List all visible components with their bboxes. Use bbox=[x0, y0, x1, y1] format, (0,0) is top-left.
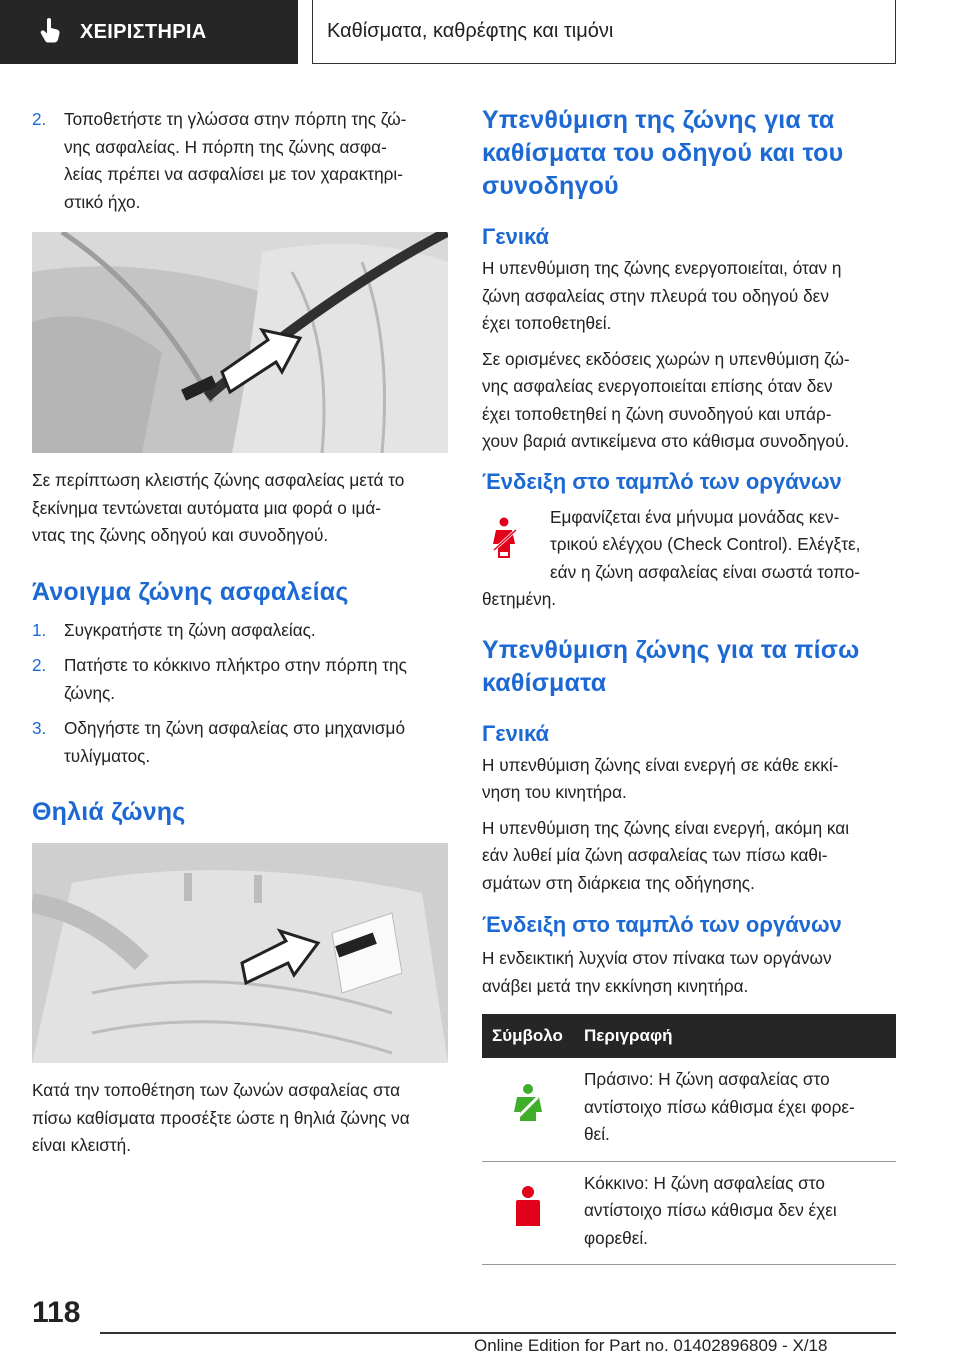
symbol-table bbox=[482, 1014, 896, 1265]
seatbelt-buckle-photo bbox=[32, 232, 448, 453]
section-title: ΧΕΙΡΙΣΤΗΡΙΑ bbox=[80, 20, 207, 43]
step-text-line: λείας πρέπει να ασφαλίσει με τον χαρακτηρι- bbox=[64, 164, 403, 184]
heading-general-2: Γενικά bbox=[482, 720, 550, 746]
seatbelt-warning-icon bbox=[482, 516, 528, 567]
page-header bbox=[0, 0, 960, 66]
indicator-1-block: Εμφανίζεται ένα μήνυμα μονάδας κεν- τρικού ελέγχου (Check Control). Ελέγξτε, εάν η ζώνη ασφαλείας είναι σωστά τοπο- θετημένη. bbox=[482, 506, 861, 609]
section-tab[interactable] bbox=[0, 0, 298, 64]
heading-indicator-2: Ένδειξη στο ταμπλό των οργάνων bbox=[482, 912, 842, 937]
general-1b-paragraph: Σε ορισμένες εκδόσεις χωρών η υπενθύμιση ζώ- νης ασφαλείας ενεργοποιείται επίσης όταν δεν έχει τοποθετηθεί η ζώνη συνοδηγού και υπάρ- χουν βαριά αντικείμενα στο κάθισμα συνοδηγού. bbox=[482, 348, 850, 451]
belt-loop-paragraph: Κατά την τοποθέτηση των ζωνών ασφαλείας στα πίσω καθίσματα προσέξτε ώστε η θηλιά ζώνης να είναι κλειστή. bbox=[32, 1080, 410, 1155]
indicator-2-paragraph: Η ενδεικτική λυχνία στον πίνακα των οργάνων ανάβει μετά την εκκίνηση κινητήρα. bbox=[482, 948, 832, 996]
right-column bbox=[482, 100, 896, 1265]
general-2-paragraph: Η υπενθύμιση ζώνης είναι ενεργή σε κάθε εκκί- νηση του κινητήρα. bbox=[482, 754, 839, 802]
heading-front-reminder: Υπενθύμιση της ζώνης για τα καθίσματα του οδηγού και του συνοδηγού bbox=[482, 106, 844, 200]
step-2-insert-tongue bbox=[32, 106, 448, 216]
open-step-3: 3. Οδηγήστε τη ζώνη ασφαλείας στο μηχανισμό τυλίγματος. bbox=[32, 718, 406, 766]
chapter-tab[interactable] bbox=[312, 0, 896, 64]
open-step-2: 2. Πατήστε το κόκκινο πλήκτρο στην πόρπη της ζώνης. bbox=[32, 655, 407, 703]
tension-paragraph: Σε περίπτωση κλειστής ζώνης ασφαλείας μετά το ξεκίνημα τεντώνεται αυτόματα μια φορά ο ιμά- ντας της ζώνης οδηγού και συνοδηγού. bbox=[32, 470, 405, 545]
heading-open-seatbelt: Άνοιγμα ζώνης ασφαλείας bbox=[32, 577, 349, 606]
general-1-paragraph: Η υπενθύμιση της ζώνης ενεργοποιείται, όταν η ζώνη ασφαλείας στην πλευρά του οδηγού δεν έχει τοποθετηθεί. bbox=[482, 258, 842, 333]
open-steps-list bbox=[32, 617, 448, 771]
red-seat-occupant-icon bbox=[508, 1213, 548, 1233]
footer-divider bbox=[100, 1332, 896, 1334]
table-header-symbol: Σύμβολο bbox=[482, 1014, 574, 1058]
open-step-1: 1. Συγκρατήστε τη ζώνη ασφαλείας. bbox=[32, 619, 316, 640]
table-header-description: Περιγραφή bbox=[574, 1014, 896, 1058]
edition-note: Online Edition for Part no. 01402896809 - X/18 bbox=[474, 1336, 828, 1355]
page-number: 118 bbox=[32, 1296, 81, 1329]
step-text-line: νης ασφαλείας. Η πόρπη της ζώνης ασφα- bbox=[64, 136, 387, 157]
green-seatbelt-icon bbox=[508, 1107, 548, 1127]
belt-loop-photo bbox=[32, 843, 448, 1063]
chapter-title: Καθίσματα, καθρέφτης και τιμόνι bbox=[327, 20, 614, 42]
step-number: 2. bbox=[32, 109, 47, 129]
left-column bbox=[32, 100, 448, 1160]
step-text-line: Τοποθετήστε τη γλώσσα στην πόρπη της ζώ- bbox=[64, 109, 407, 129]
heading-general-1: Γενικά bbox=[482, 224, 550, 249]
row-description: Πράσινο: Η ζώνη ασφαλείας στο αντίστοιχο πίσω κάθισμα έχει φορε- θεί. bbox=[574, 1058, 896, 1161]
heading-belt-loop: Θηλιά ζώνης bbox=[32, 798, 186, 826]
step-text-line: στικό ήχο. bbox=[64, 191, 141, 212]
hand-pointer-icon bbox=[40, 17, 62, 48]
table-row bbox=[482, 1058, 896, 1161]
heading-rear-reminder: Υπενθύμιση ζώνης για τα πίσω καθίσματα bbox=[482, 635, 860, 697]
general-2b-paragraph: Η υπενθύμιση της ζώνης είναι ενεργή, ακόμη και εάν λυθεί μία ζώνη ασφαλείας των πίσω καθι- σμάτων στη διάρκεια της οδήγησης. bbox=[482, 817, 850, 893]
heading-indicator-1: Ένδειξη στο ταμπλό των οργάνων bbox=[482, 468, 842, 494]
table-row bbox=[482, 1161, 896, 1265]
table-header-row bbox=[482, 1014, 896, 1058]
row-description: Κόκκινο: Η ζώνη ασφαλείας στο αντίστοιχο πίσω κάθισμα δεν έχει φορεθεί. bbox=[574, 1161, 896, 1265]
